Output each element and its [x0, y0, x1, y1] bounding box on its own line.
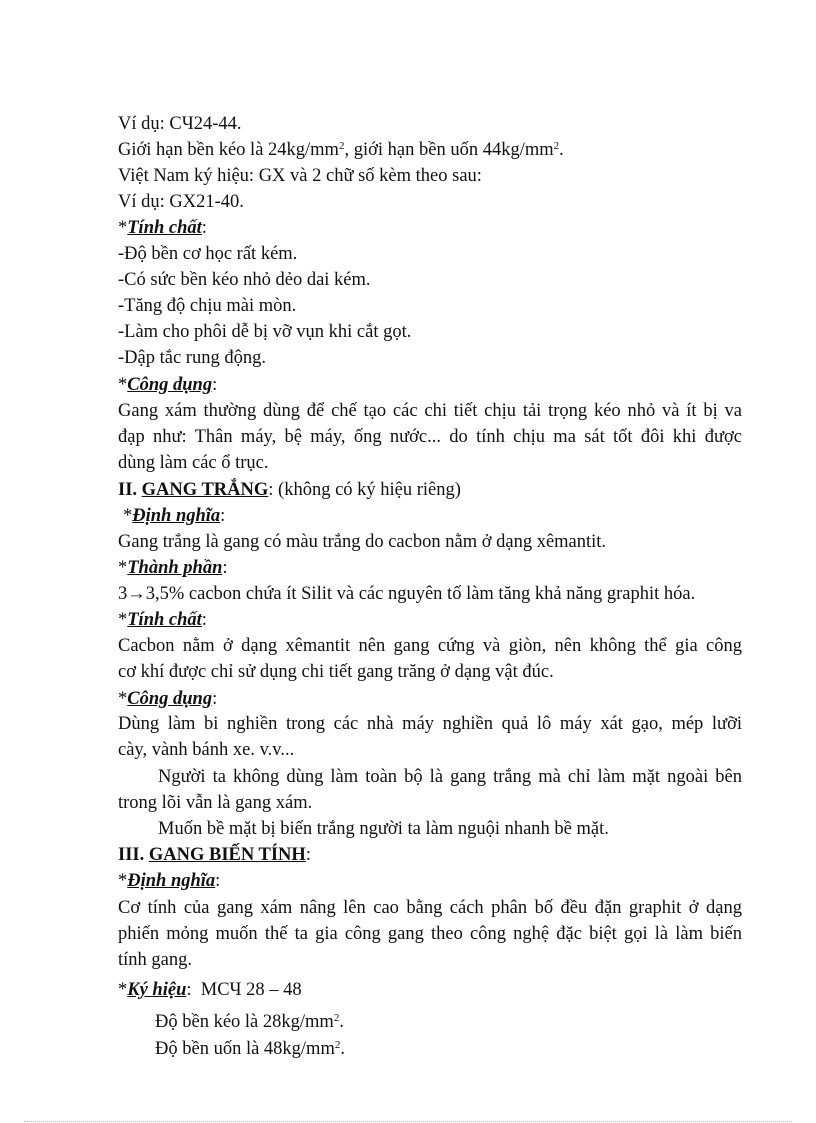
definition-paragraph-line: Cơ tính của gang xám nâng lên cao bằng cách phân bố đều đặn graphit ở dạng	[118, 898, 742, 918]
section-heading-gang-bien-tinh: III. GANG BIẾN TÍNH:	[118, 845, 311, 865]
heading-dinh-nghia: *Định nghĩa:	[123, 506, 226, 526]
section-heading-gang-trang: II. GANG TRẮNG: (không có ký hiệu riêng)	[118, 480, 461, 500]
paragraph-line: Muốn bề mặt bị biến trắng người ta làm nguội nhanh bề mặt.	[158, 819, 609, 839]
usage-paragraph-line: dùng làm các ổ trục.	[118, 453, 269, 473]
usage-paragraph-line: cày, vành bánh xe. v.v...	[118, 740, 295, 760]
heading-thanh-phan: *Thành phần:	[118, 558, 228, 578]
property-item: -Tăng độ chịu mài mòn.	[118, 296, 297, 316]
property-paragraph-line: Cacbon nằm ở dạng xêmantit nên gang cứng và giòn, nên không thể gia công	[118, 636, 742, 656]
property-item: -Làm cho phôi dễ bị vỡ vụn khi cắt gọt.	[118, 322, 412, 342]
property-item: -Độ bền cơ học rất kém.	[118, 244, 298, 264]
superscript: 2	[338, 140, 345, 152]
strength-limits-b: , giới hạn bền uốn 44kg/mm	[344, 140, 554, 160]
usage-paragraph-line: Gang xám thường dùng để chế tạo các chi tiết chịu tải trọng kéo nhỏ và ít bị va	[118, 401, 742, 421]
definition-text: Gang trắng là gang có màu trắng do cacbon nằm ở dạng xêmantit.	[118, 532, 607, 552]
property-item: -Dập tắc rung động.	[118, 348, 266, 368]
heading-cong-dung: *Công dụng:	[118, 375, 218, 395]
definition-paragraph-line: phiến mỏng muốn thế ta gia công gang theo công nghệ đặc biệt gọi là làm biến	[118, 924, 742, 944]
strength-line: Độ bền uốn là $48kg/mm^2$.	[155, 1039, 345, 1059]
heading-ky-hieu: *Ký hiệu: MCЧ 28 – 48	[118, 980, 302, 1000]
example-text: Ví dụ: CЧ24-44.	[118, 114, 242, 134]
heading-dinh-nghia: *Định nghĩa:	[118, 871, 221, 891]
heading-cong-dung: *Công dụng:	[118, 689, 218, 709]
strength-limits-a: Giới hạn bền kéo là 24kg/mm	[118, 140, 339, 160]
property-paragraph-line: cơ khí được chỉ sử dụng chi tiết gang trăng ở dạng vật đúc.	[118, 662, 554, 682]
superscript: 2	[553, 140, 560, 152]
paragraph-line: Người ta không dùng làm toàn bộ là gang trắng mà chỉ làm mặt ngoài bên	[158, 767, 742, 787]
paragraph-line: trong lõi vẫn là gang xám.	[118, 793, 313, 813]
strength-limits-text: Giới hạn bền kéo là $24kg/mm^2$, giới hạn bền uốn $44kg/mm^2$.	[118, 140, 564, 160]
vietnam-symbol-text: Việt Nam ký hiệu: GX và 2 chữ số kèm theo sau:	[118, 166, 482, 186]
symbol-value: MCЧ 28 – 48	[191, 980, 302, 1000]
definition-paragraph-line: tính gang.	[118, 950, 192, 970]
example-text-gx: Ví dụ: GX21-40.	[118, 192, 244, 212]
strength-line: Độ bền kéo là $28kg/mm^2$.	[155, 1012, 344, 1032]
page-bottom-divider	[24, 1121, 792, 1122]
usage-paragraph-line: Dùng làm bi nghiền trong các nhà máy nghiền quả lô máy xát gạo, mép lưỡi	[118, 714, 742, 734]
heading-tinh-chat: *Tính chất:	[118, 610, 207, 630]
composition-text: 3→3,5% cacbon chứa ít Silit và các nguyên tố làm tăng khả năng graphit hóa.	[118, 584, 696, 604]
property-item: -Có sức bền kéo nhỏ dẻo dai kém.	[118, 270, 371, 290]
usage-paragraph-line: đạp như: Thân máy, bệ máy, ống nước... do tính chịu ma sát tốt đôi khi được	[118, 427, 742, 447]
heading-tinh-chat: *Tính chất:	[118, 218, 207, 238]
